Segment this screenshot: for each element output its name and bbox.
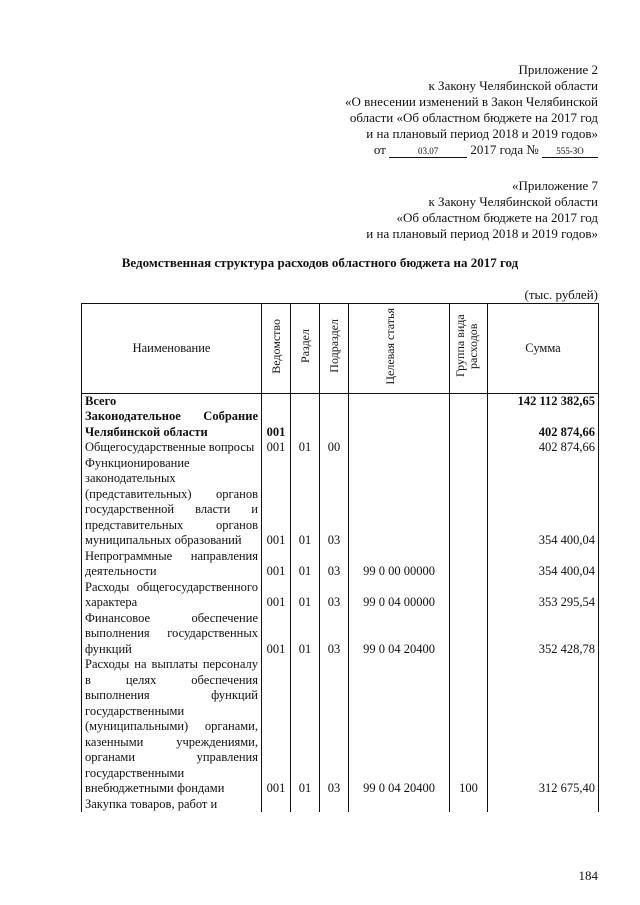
appendix-7-header <box>366 178 598 242</box>
cell-name: Всего <box>82 393 262 409</box>
cell-group <box>450 797 488 813</box>
cell-section: 01 <box>291 456 320 549</box>
cell-sum: 402 874,66 <box>488 409 599 440</box>
cell-section: 01 <box>291 611 320 658</box>
cell-group <box>450 393 488 409</box>
cell-dept: 001 <box>262 657 291 797</box>
cell-group: 100 <box>450 657 488 797</box>
appendix-2-header <box>345 62 598 158</box>
cell-target <box>349 456 450 549</box>
table-row <box>82 409 599 440</box>
cell-name: Расходы общегосударственного характера <box>82 580 262 611</box>
cell-name: Общегосударственные вопросы <box>82 440 262 456</box>
cell-subsection: 03 <box>320 549 349 580</box>
cell-section <box>291 393 320 409</box>
cell-subsection: 00 <box>320 440 349 456</box>
cell-sum <box>488 797 599 813</box>
cell-dept: 001 <box>262 611 291 658</box>
cell-name: Непрограммные направления деятельности <box>82 549 262 580</box>
cell-section: 01 <box>291 580 320 611</box>
cell-target <box>349 409 450 440</box>
cell-name: Финансовое обеспечение выполнения государственных функций <box>82 611 262 658</box>
cell-name: Закупка товаров, работ и <box>82 797 262 813</box>
header-line: «О внесении изменений в Закон Челябинской <box>344 94 598 109</box>
cell-group <box>450 440 488 456</box>
table-row <box>82 611 599 658</box>
cell-target <box>349 440 450 456</box>
cell-subsection: 03 <box>320 657 349 797</box>
table-row <box>82 440 599 456</box>
cell-dept: 001 <box>262 549 291 580</box>
header-line: к Закону Челябинской области <box>428 78 598 93</box>
cell-target: 99 0 04 20400 <box>349 657 450 797</box>
units-label: (тыс. рублей) <box>524 287 598 302</box>
table-header-row <box>82 304 599 394</box>
cell-subsection <box>320 393 349 409</box>
cell-dept: 001 <box>262 580 291 611</box>
year-text: 2017 года № <box>470 142 539 157</box>
date-value: 03.07 <box>389 146 467 158</box>
cell-target: 99 0 00 00000 <box>349 549 450 580</box>
budget-table <box>81 303 599 812</box>
table-row <box>82 797 599 813</box>
from-label: от <box>373 142 386 157</box>
cell-target: 99 0 04 00000 <box>349 580 450 611</box>
cell-sum: 352 428,78 <box>488 611 599 658</box>
cell-sum: 354 400,04 <box>488 456 599 549</box>
cell-subsection: 03 <box>320 580 349 611</box>
col-subsection-header: Подраздел <box>320 304 349 394</box>
cell-sum: 402 874,66 <box>488 440 599 456</box>
law-number: 555-ЗО <box>542 146 598 158</box>
cell-dept: 001 <box>262 440 291 456</box>
cell-section: 01 <box>291 657 320 797</box>
cell-dept <box>262 797 291 813</box>
cell-name: Законодательное Собрание Челябинской области <box>82 409 262 440</box>
cell-name: Расходы на выплаты персоналу в целях обеспечения выполнения функций государственными (муниципальными) органами, казенными учреждениями, органами управления государственными внебюджетными фондами <box>82 657 262 797</box>
cell-section <box>291 797 320 813</box>
col-name-header: Наименование <box>82 304 262 394</box>
document-title: Ведомственная структура расходов областного бюджета на 2017 год <box>121 255 519 270</box>
cell-group <box>450 409 488 440</box>
table-row <box>82 549 599 580</box>
col-section-header: Раздел <box>291 304 320 394</box>
cell-group <box>450 580 488 611</box>
cell-subsection: 03 <box>320 456 349 549</box>
table-row <box>82 456 599 549</box>
col-target-header: Целевая статья <box>349 304 450 394</box>
cell-dept: 001 <box>262 409 291 440</box>
cell-target: 99 0 04 20400 <box>349 611 450 658</box>
col-dept-header: Ведомство <box>262 304 291 394</box>
col-sum-header: Сумма <box>488 304 599 394</box>
cell-dept: 001 <box>262 456 291 549</box>
header-line: и на плановый период 2018 и 2019 годов» <box>366 226 598 241</box>
law-date-line <box>345 142 598 158</box>
header-line: Приложение 2 <box>518 62 598 77</box>
cell-sum: 142 112 382,65 <box>488 393 599 409</box>
cell-target <box>349 393 450 409</box>
cell-sum: 354 400,04 <box>488 549 599 580</box>
header-line: области «Об областном бюджете на 2017 год <box>349 110 598 125</box>
col-group-header: Группа вида расходов <box>450 304 488 394</box>
cell-sum: 312 675,40 <box>488 657 599 797</box>
cell-group <box>450 611 488 658</box>
cell-group <box>450 456 488 549</box>
header-line: «Об областном бюджете на 2017 год <box>396 210 598 225</box>
cell-target <box>349 797 450 813</box>
header-line: к Закону Челябинской области <box>428 194 598 209</box>
cell-section: 01 <box>291 440 320 456</box>
header-line: и на плановый период 2018 и 2019 годов» <box>366 126 598 141</box>
cell-section <box>291 409 320 440</box>
cell-name: Функционирование законодательных (представительных) органов государственной власти и представительных органов муниципальных образований <box>82 456 262 549</box>
cell-sum: 353 295,54 <box>488 580 599 611</box>
cell-section: 01 <box>291 549 320 580</box>
cell-subsection <box>320 797 349 813</box>
table-row <box>82 393 599 409</box>
table-row <box>82 580 599 611</box>
cell-dept <box>262 393 291 409</box>
table-row <box>82 657 599 797</box>
cell-subsection: 03 <box>320 611 349 658</box>
cell-group <box>450 549 488 580</box>
page-number: 184 <box>578 868 598 883</box>
cell-subsection <box>320 409 349 440</box>
header-line: «Приложение 7 <box>511 178 598 193</box>
